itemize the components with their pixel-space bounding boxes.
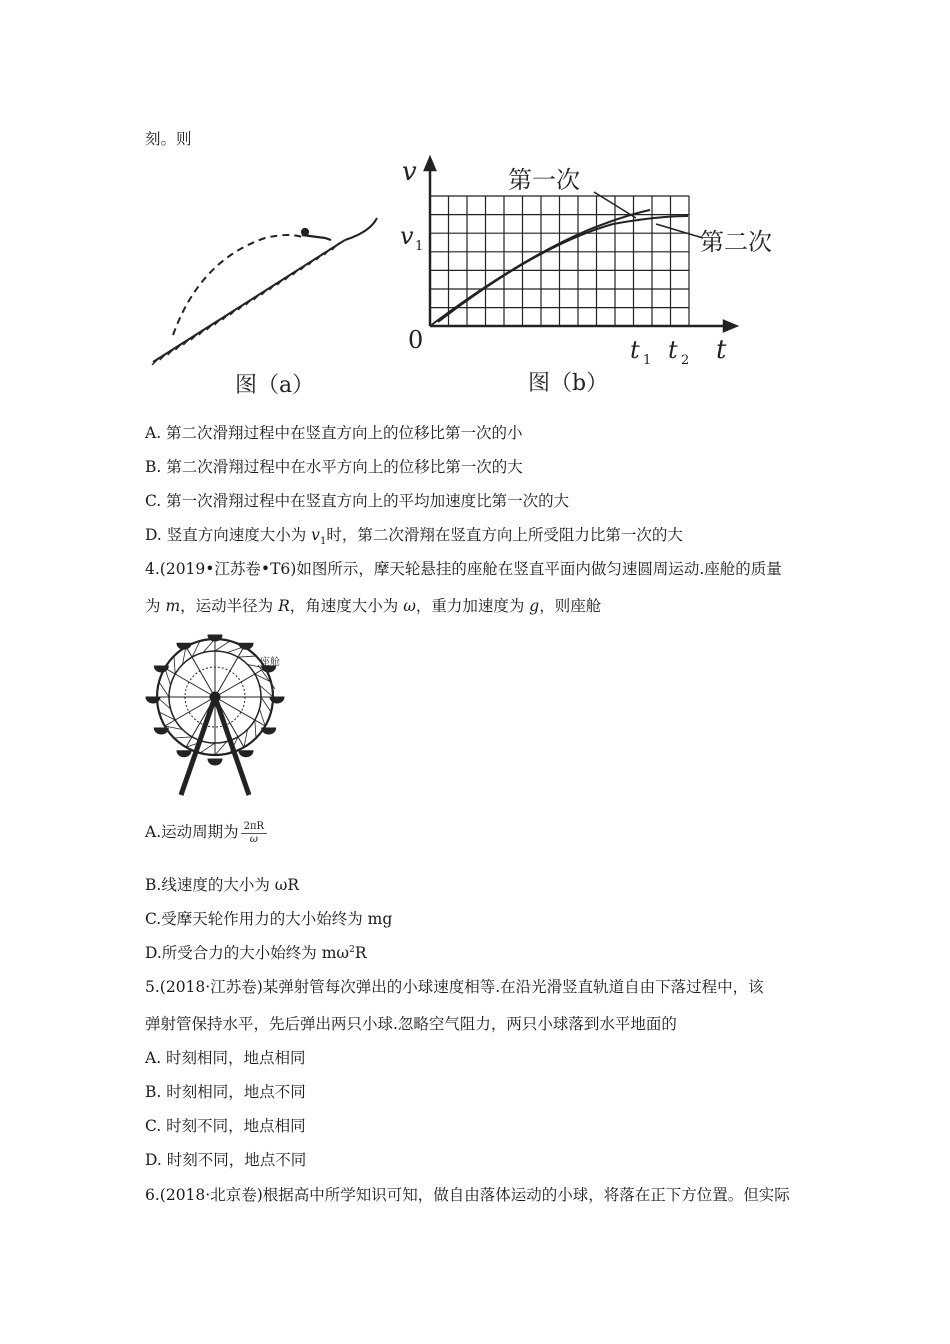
q4-stem-line1: 4.(2019•江苏卷•T6)如图所示，摩天轮悬挂的座舱在竖直平面内做匀速圆周运动.座舱的质量 xyxy=(145,560,782,578)
origin-label: 0 xyxy=(408,326,424,354)
first-label: 第一次 xyxy=(508,166,580,194)
q4-option-b: B.线速度的大小为 ωR xyxy=(145,876,300,894)
q5-stem-line1: 5.(2018·江苏卷)某弹射管每次弹出的小球速度相等.在沿光滑竖直轨道自由下落过程中，该 xyxy=(145,978,764,996)
q3-option-c: C. 第一次滑翔过程中在竖直方向上的平均加速度比第一次的大 xyxy=(145,492,570,510)
t2-subscript: 2 xyxy=(681,353,690,368)
figure-b-label: 图（b） xyxy=(528,371,609,396)
figure-a xyxy=(145,210,385,400)
q4-stem-line2: 为 m，运动半径为 R，角速度大小为 ω，重力加速度为 g，则座舱 xyxy=(145,597,602,615)
axis-y-label: v xyxy=(402,157,417,187)
q6-stem-line1: 6.(2018·北京卷)根据高中所学知识可知，做自由落体运动的小球，将落在正下方位置。但实际 xyxy=(145,1186,790,1204)
q4-option-c: C.受摩天轮作用力的大小始终为 mg xyxy=(145,910,393,928)
slope xyxy=(153,218,377,362)
q4-option-d: D.所受合力的大小始终为 $m\omega^2R$ xyxy=(145,944,367,962)
second-label: 第二次 xyxy=(700,228,772,256)
v1-label: v xyxy=(400,222,414,250)
q3-option-d: D. 竖直方向速度大小为 $v_1$时，第二次滑翔在竖直方向上所受阻力比第一次的大 xyxy=(145,526,683,548)
q5-option-d: D. 时刻不同，地点不同 xyxy=(145,1151,307,1169)
q5-stem-line2: 弹射管保持水平，先后弹出两只小球.忽略空气阻力，两只小球落到水平地面的 xyxy=(145,1015,677,1033)
grid xyxy=(430,196,689,326)
curve-second xyxy=(438,216,688,322)
period-fraction: $\frac{2\pi R}{\omega}$ xyxy=(241,821,267,846)
dashed-trajectory xyxy=(173,235,305,335)
t1-label: t xyxy=(630,336,640,364)
cabin-label: 座舱 xyxy=(260,657,280,668)
intro-tail: 刻。则 xyxy=(145,130,192,148)
figure-a-label: 图（a） xyxy=(235,373,315,398)
t1-subscript: 1 xyxy=(643,353,652,368)
q3-option-b: B. 第二次滑翔过程中在水平方向上的位移比第一次的大 xyxy=(145,458,523,476)
v1-subscript: 1 xyxy=(415,239,424,254)
ferris-wheel-figure xyxy=(143,625,303,800)
q3-option-a: A. 第二次滑翔过程中在竖直方向上的位移比第一次的小 xyxy=(145,424,523,442)
figure-b xyxy=(398,150,818,400)
curve-first xyxy=(430,210,650,326)
q5-option-a: A. 时刻相同，地点相同 xyxy=(145,1049,306,1067)
t2-label: t xyxy=(668,336,678,364)
q5-option-c: C. 时刻不同，地点相同 xyxy=(145,1117,306,1135)
q4-option-a: A.运动周期为 $\frac{2\pi R}{\omega}$ xyxy=(145,820,267,846)
axis-x-label: t xyxy=(716,335,727,365)
label-line-second xyxy=(656,224,703,238)
skier-icon xyxy=(302,229,331,240)
q5-option-b: B. 时刻相同，地点不同 xyxy=(145,1083,306,1101)
